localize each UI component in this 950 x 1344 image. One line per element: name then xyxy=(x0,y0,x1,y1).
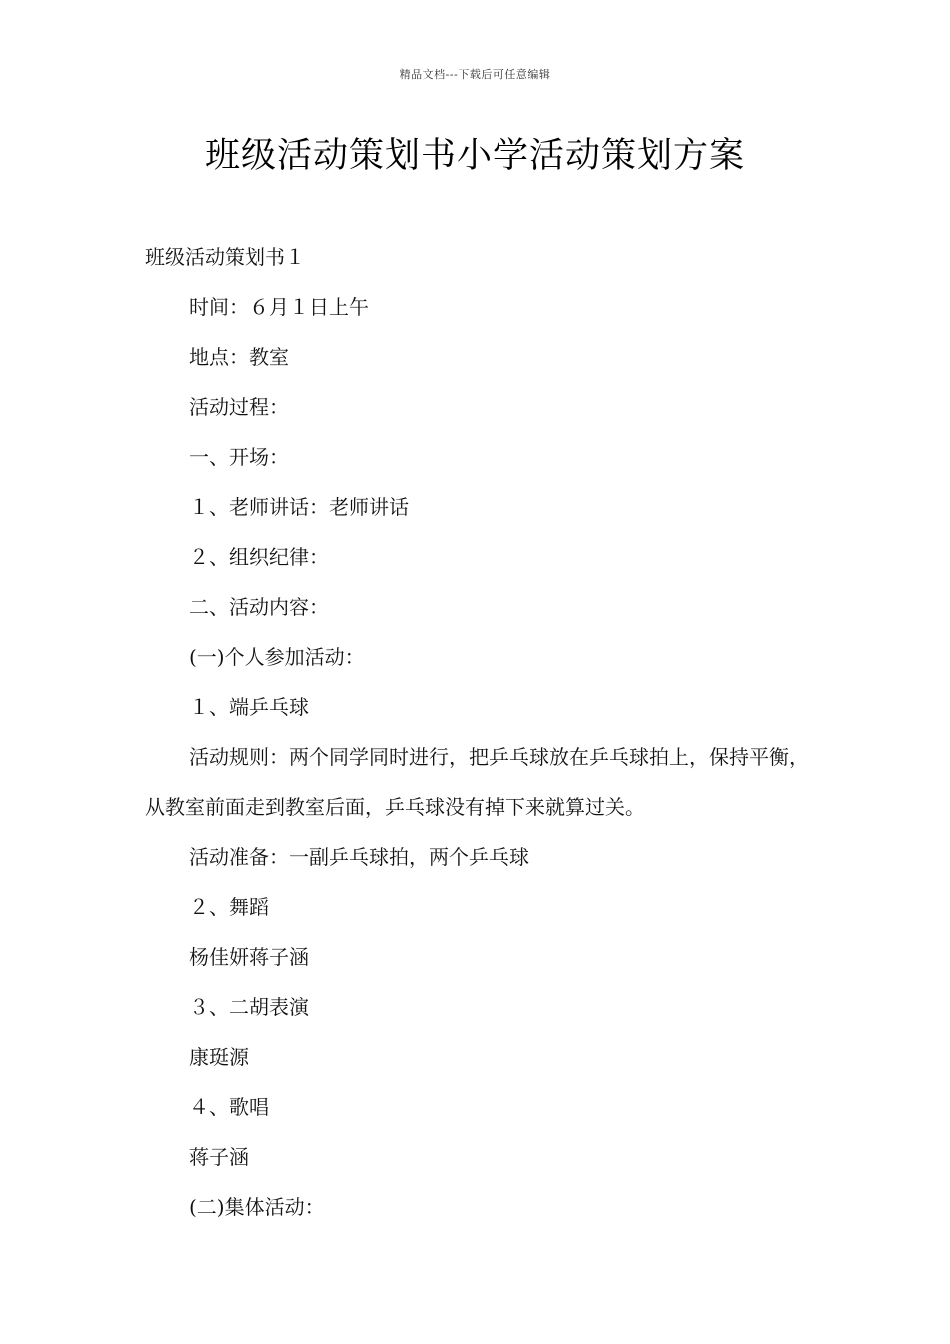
paragraph-singing-performer: 蒋子涵 xyxy=(189,1145,249,1169)
paragraph-dance: ２、舞蹈 xyxy=(189,895,269,919)
paragraph-rules: 活动规则：两个同学同时进行，把乒乓球放在乒乓球拍上，保持平衡，从教室前面走到教室后面，乒乓球没有掉下来就算过关。 xyxy=(145,745,809,819)
paragraph-erhu-performer: 康珽源 xyxy=(189,1045,249,1069)
paragraph-location: 地点：教室 xyxy=(189,345,289,369)
paragraph-process: 活动过程： xyxy=(189,395,289,419)
header-note: 精品文档---下载后可任意编辑 xyxy=(399,68,551,81)
paragraph-opening: 一、开场： xyxy=(189,445,289,469)
paragraph-ping-pong: １、端乒乓球 xyxy=(189,695,309,719)
paragraph-dance-performers: 杨佳妍蒋子涵 xyxy=(189,945,309,969)
paragraph-singing: ４、歌唱 xyxy=(189,1095,269,1119)
section-heading: 班级活动策划书１ xyxy=(145,245,305,269)
paragraph-erhu: ３、二胡表演 xyxy=(189,995,309,1019)
paragraph-preparation: 活动准备：一副乒乓球拍，两个乒乓球 xyxy=(189,845,529,869)
paragraph-individual-activities: (一)个人参加活动： xyxy=(189,645,365,669)
document-body xyxy=(145,232,810,1232)
paragraph-teacher-speech: １、老师讲话：老师讲话 xyxy=(189,495,409,519)
paragraph-time: 时间：６月１日上午 xyxy=(189,295,369,319)
paragraph-activity-content: 二、活动内容： xyxy=(189,595,329,619)
paragraph-discipline: ２、组织纪律： xyxy=(189,545,329,569)
paragraph-group-activities: (二)集体活动： xyxy=(189,1195,325,1219)
document-title: 班级活动策划书小学活动策划方案 xyxy=(204,136,745,176)
